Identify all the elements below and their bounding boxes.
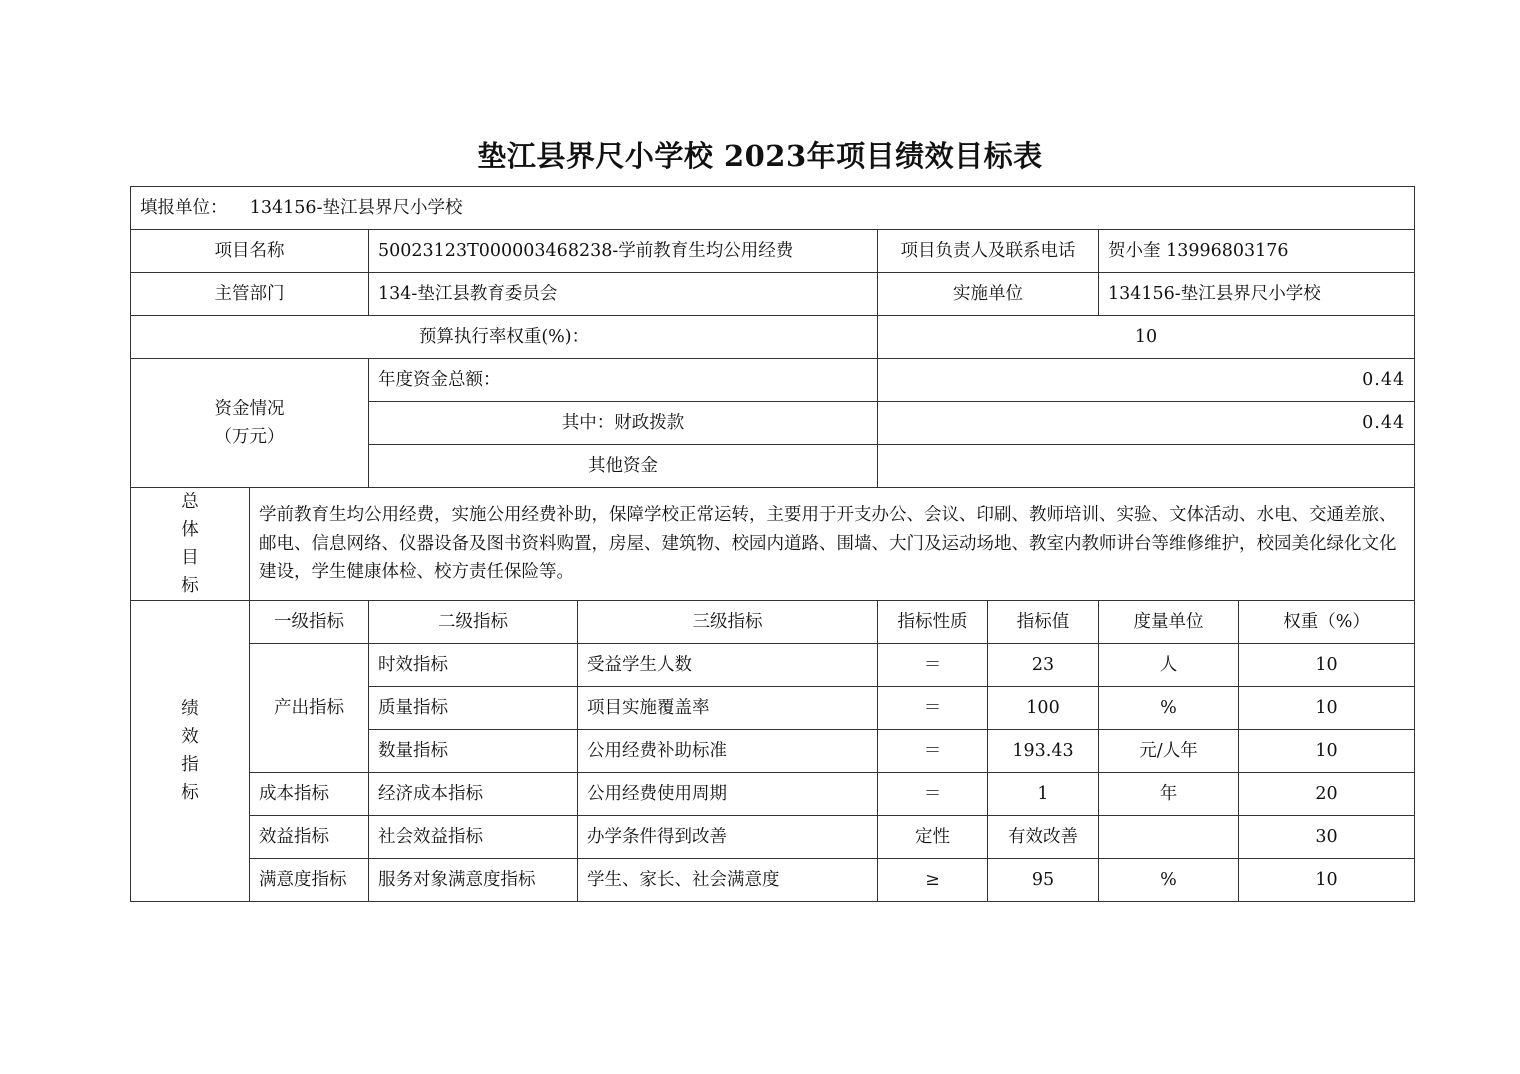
level2-cell: 社会效益指标	[369, 816, 578, 859]
funds-total-label: 年度资金总额：	[369, 359, 878, 402]
level1-cell: 成本指标	[250, 773, 369, 816]
nature-cell: 定性	[878, 816, 988, 859]
table-row	[131, 644, 1415, 687]
nature-cell: ＝	[878, 730, 988, 773]
fill-unit-value: 134156-垫江县界尺小学校	[249, 198, 463, 218]
header-unit: 度量单位	[1099, 601, 1239, 644]
header-weight: 权重（%）	[1239, 601, 1415, 644]
indicator-label	[131, 601, 250, 902]
goal-label	[131, 488, 250, 601]
funds-fiscal-value: 0.44	[878, 402, 1415, 445]
unit-cell: %	[1099, 859, 1239, 902]
dept-label: 主管部门	[131, 273, 369, 316]
goal-label-char: 标	[181, 576, 199, 596]
fill-unit-row	[131, 187, 1415, 230]
funds-other-label: 其他资金	[369, 445, 878, 488]
impl-unit-value: 134156-垫江县界尺小学校	[1099, 273, 1415, 316]
contact-label: 项目负责人及联系电话	[878, 230, 1099, 273]
unit-cell: 年	[1099, 773, 1239, 816]
weight-cell: 10	[1239, 859, 1415, 902]
budget-weight-value: 10	[878, 316, 1415, 359]
level3-cell: 办学条件得到改善	[578, 816, 878, 859]
nature-cell: ＝	[878, 644, 988, 687]
level1-cell: 效益指标	[250, 816, 369, 859]
header-level3: 三级指标	[578, 601, 878, 644]
fill-unit-cell	[131, 187, 1415, 230]
project-name-value: 50023123T000003468238-学前教育生均公用经费	[369, 230, 878, 273]
level2-cell: 数量指标	[369, 730, 578, 773]
value-cell: 95	[988, 859, 1099, 902]
weight-cell: 10	[1239, 730, 1415, 773]
table-row	[131, 859, 1415, 902]
level3-cell: 受益学生人数	[578, 644, 878, 687]
nature-cell: ＝	[878, 773, 988, 816]
goal-label-char: 总	[181, 492, 199, 512]
level2-cell: 时效指标	[369, 644, 578, 687]
header-level2: 二级指标	[369, 601, 578, 644]
funds-total-row	[131, 359, 1415, 402]
header-value: 指标值	[988, 601, 1099, 644]
contact-value: 贺小奎 13996803176	[1099, 230, 1415, 273]
unit-cell	[1099, 816, 1239, 859]
budget-weight-row	[131, 316, 1415, 359]
weight-cell: 10	[1239, 687, 1415, 730]
level1-cell: 满意度指标	[250, 859, 369, 902]
value-cell: 有效改善	[988, 816, 1099, 859]
page-title: 垫江县界尺小学校 2023年项目绩效目标表	[477, 139, 1043, 173]
value-cell: 193.43	[988, 730, 1099, 773]
header-level1: 一级指标	[250, 601, 369, 644]
value-cell: 23	[988, 644, 1099, 687]
funds-label-line2: （万元）	[214, 427, 285, 447]
weight-cell: 10	[1239, 644, 1415, 687]
value-cell: 100	[988, 687, 1099, 730]
nature-cell: ≥	[878, 859, 988, 902]
dept-row	[131, 273, 1415, 316]
indicator-header-row	[131, 601, 1415, 644]
impl-unit-label: 实施单位	[878, 273, 1099, 316]
indicator-label-char: 绩	[181, 699, 199, 719]
budget-weight-label: 预算执行率权重(%)：	[131, 316, 878, 359]
funds-other-value	[878, 445, 1415, 488]
goal-text: 学前教育生均公用经费，实施公用经费补助，保障学校正常运转，主要用于开支办公、会议、印刷、教师培训、实验、文体活动、水电、交通差旅、邮电、信息网络、仪器设备及图书资料购置，房屋、建筑物、校园内道路、围墙、大门及运动场地、教室内教师讲台等维修维护，校园美化绿化文化建设，学生健康体检、校方责任保险等。	[250, 488, 1415, 601]
goal-row	[131, 488, 1415, 601]
value-cell: 1	[988, 773, 1099, 816]
funds-fiscal-label: 其中：财政拨款	[369, 402, 878, 445]
level3-cell: 学生、家长、社会满意度	[578, 859, 878, 902]
output-group-label: 产出指标	[250, 644, 369, 773]
unit-cell: 元/人年	[1099, 730, 1239, 773]
table-row	[131, 816, 1415, 859]
level2-cell: 服务对象满意度指标	[369, 859, 578, 902]
goal-label-char: 目	[181, 548, 199, 568]
level2-cell: 质量指标	[369, 687, 578, 730]
header-nature: 指标性质	[878, 601, 988, 644]
funds-total-value: 0.44	[878, 359, 1415, 402]
performance-table	[130, 186, 1415, 902]
dept-value: 134-垫江县教育委员会	[369, 273, 878, 316]
level3-cell: 项目实施覆盖率	[578, 687, 878, 730]
indicator-label-char: 指	[181, 755, 199, 775]
unit-cell: %	[1099, 687, 1239, 730]
level3-cell: 公用经费使用周期	[578, 773, 878, 816]
level2-cell: 经济成本指标	[369, 773, 578, 816]
level3-cell: 公用经费补助标准	[578, 730, 878, 773]
funds-label-line1: 资金情况	[214, 399, 285, 419]
table-row	[131, 773, 1415, 816]
weight-cell: 20	[1239, 773, 1415, 816]
weight-cell: 30	[1239, 816, 1415, 859]
fill-unit-label: 填报单位：	[140, 198, 228, 218]
project-name-label: 项目名称	[131, 230, 369, 273]
goal-label-char: 体	[181, 520, 199, 540]
nature-cell: ＝	[878, 687, 988, 730]
indicator-label-char: 效	[181, 727, 199, 747]
funds-label	[131, 359, 369, 488]
project-name-row	[131, 230, 1415, 273]
indicator-label-char: 标	[181, 783, 199, 803]
unit-cell: 人	[1099, 644, 1239, 687]
